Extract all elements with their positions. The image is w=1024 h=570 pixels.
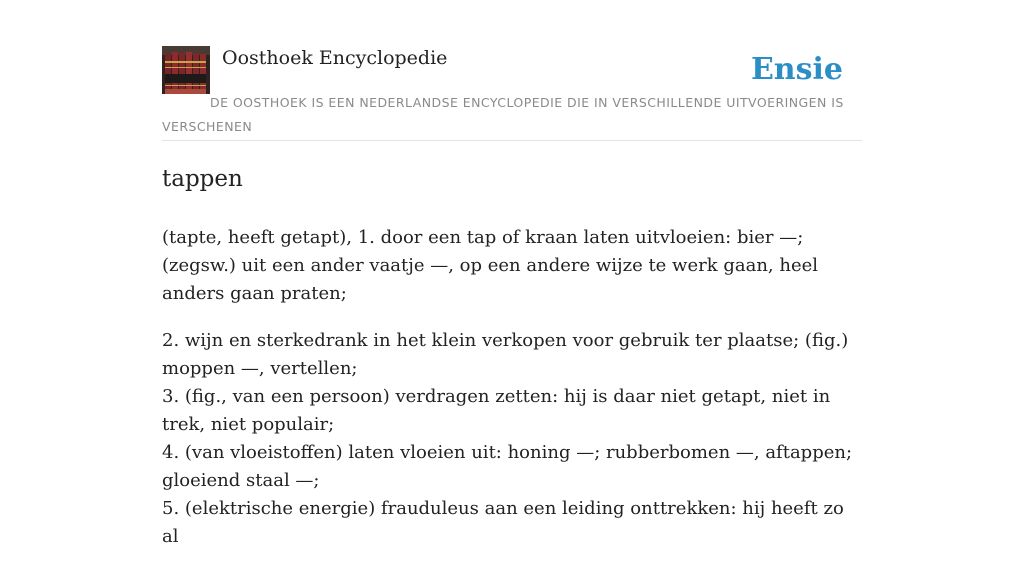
- book-spines-icon: [162, 46, 210, 94]
- sense-3: 3. (fig., van een persoon) verdragen zetten: hij is daar niet getapt, niet in trek, niet populair;: [162, 386, 831, 435]
- entry-senses: [162, 327, 862, 551]
- brand-logo-link[interactable]: Ensie: [750, 52, 843, 87]
- site-name-link[interactable]: Oosthoek Encyclopedie: [222, 47, 448, 69]
- sense-5: 5. (elektrische energie) frauduleus aan een leiding onttrekken: hij heeft zo al: [162, 498, 844, 547]
- site-header: [162, 46, 862, 141]
- entry-paragraph-1: (tapte, heeft getapt), 1. door een tap of kraan laten uitvloeien: bier —; (zegsw.) uit een ander vaatje —, op een andere wijze te werk gaan, heel anders gaan praten;: [162, 227, 819, 304]
- site-avatar[interactable]: [162, 46, 210, 94]
- sense-4: 4. (van vloeistoffen) laten vloeien uit: honing —; rubberbomen —, aftappen; gloeiend staal —;: [162, 442, 853, 491]
- entry-title: tappen: [162, 166, 243, 192]
- sense-2: 2. wijn en sterkedrank in het klein verkopen voor gebruik ter plaatse; (fig.) moppen —, vertellen;: [162, 330, 849, 379]
- entry-content: [162, 160, 862, 570]
- site-tagline: DE OOSTHOEK IS EEN NEDERLANDSE ENCYCLOPEDIE DIE IN VERSCHILLENDE UITVOERINGEN IS VERSCHENEN: [162, 95, 844, 134]
